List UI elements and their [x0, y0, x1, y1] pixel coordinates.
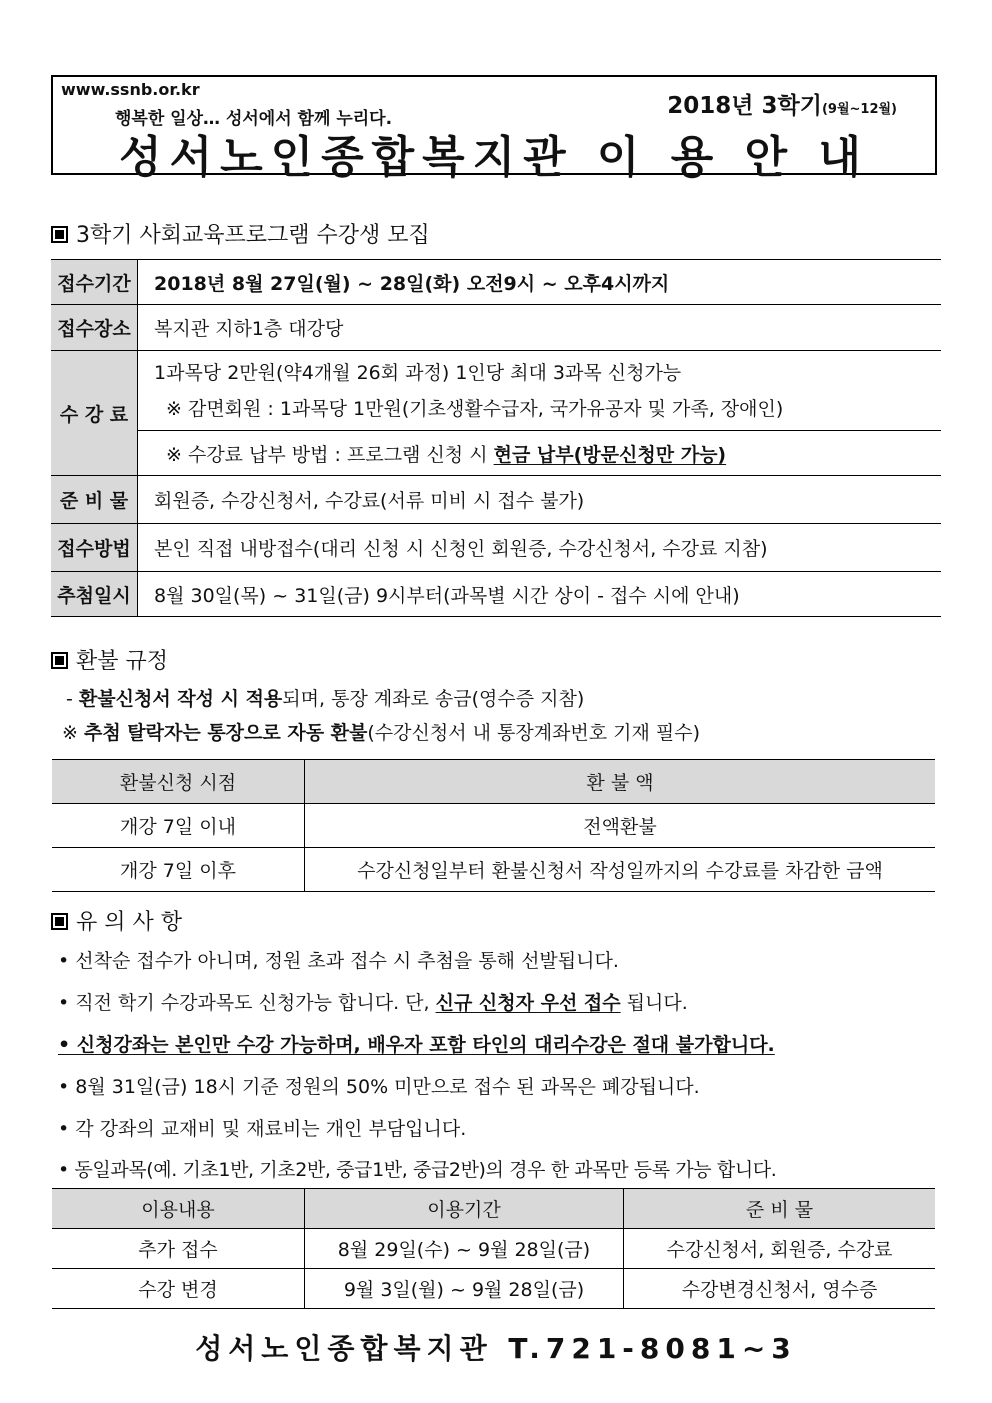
fee-cell: [138, 351, 942, 431]
note-item: • 각 강좌의 교재비 및 재료비는 개인 부담입니다.: [58, 1118, 467, 1140]
table-row: [51, 431, 941, 476]
table-row: [51, 572, 941, 617]
row-value: 2018년 8월 27일(월) ~ 28일(화) 오전9시 ~ 오후4시까지: [138, 260, 942, 305]
notes-heading-text: 유 의 사 항: [76, 910, 182, 935]
column-header: 환 불 액: [305, 760, 936, 804]
note-item: [58, 988, 688, 1015]
table-row: [51, 476, 941, 524]
term-year: 2018년 3학기: [667, 93, 822, 119]
schedule-what: 수강 변경: [52, 1269, 305, 1309]
table-row: [51, 524, 941, 572]
row-label: 접수방법: [51, 524, 138, 572]
note-item: • 선착순 접수가 아니며, 정원 초과 접수 시 추첨을 통해 선발됩니다.: [58, 950, 619, 972]
refund-table: [52, 759, 935, 892]
schedule-items: 수강신청서, 회원증, 수강료: [624, 1229, 936, 1269]
square-bullet-icon: [51, 226, 68, 243]
row-label: 접수장소: [51, 305, 138, 351]
refund-rule-1-bold: 환불신청서 작성 시 적용: [78, 688, 283, 710]
row-label: 준 비 물: [51, 476, 138, 524]
schedule-table: [52, 1188, 935, 1309]
column-header: 환불신청 시점: [52, 760, 305, 804]
website-url[interactable]: www.ssnb.or.kr: [61, 80, 200, 99]
column-header: 준 비 물: [624, 1189, 936, 1229]
column-header: 이용내용: [52, 1189, 305, 1229]
schedule-items: 수강변경신청서, 영수증: [624, 1269, 936, 1309]
refund-amount: 전액환불: [305, 804, 936, 848]
table-row: [52, 804, 935, 848]
term-months: (9월~12월): [821, 102, 897, 117]
refund-rule-2-rest: (수강신청서 내 통장계좌번호 기재 필수): [367, 722, 701, 744]
fee-line-3-emphasis: 현금 납부(방문신청만 가능): [493, 443, 727, 466]
table-row: [52, 1269, 935, 1309]
term-label: [667, 87, 897, 120]
table-header-row: [52, 760, 935, 804]
table-header-row: [52, 1189, 935, 1229]
row-value: 회원증, 수강신청서, 수강료(서류 미비 시 접수 불가): [138, 476, 942, 524]
column-header: 이용기간: [305, 1189, 624, 1229]
recruit-table: [51, 259, 941, 617]
recruit-heading: [51, 218, 430, 249]
note-item-text: 됩니다.: [620, 992, 688, 1014]
row-value: 복지관 지하1층 대강당: [138, 305, 942, 351]
notes-heading: [51, 905, 182, 936]
row-label: 수 강 료: [51, 351, 138, 476]
fee-line-2: ※ 감면회원 : 1과목당 1만원(기초생활수급자, 국가유공자 및 가족, 장애인): [166, 397, 784, 420]
footer-contact: 성서노인종합복지관 T.721-8081~3: [195, 1332, 797, 1365]
row-value: 8월 30일(목) ~ 31일(금) 9시부터(과목별 시간 상이 - 접수 시에 안내): [138, 572, 942, 617]
note-item: • 8월 31일(금) 18시 기준 정원의 50% 미만으로 접수 된 과목은 폐강됩니다.: [58, 1076, 700, 1098]
refund-rule-1-prefix: -: [66, 688, 79, 710]
page-title: 성서노인종합복지관 이 용 안 내: [119, 132, 869, 183]
fee-line-1: 1과목당 2만원(약4개월 26회 과정) 1인당 최대 3과목 신청가능: [154, 361, 682, 384]
refund-heading-text: 환불 규정: [76, 649, 169, 674]
table-row: [51, 260, 941, 305]
header-box: [51, 75, 937, 183]
note-item-emphasis: 신규 신청자 우선 접수: [435, 992, 621, 1014]
row-label: 추첨일시: [51, 572, 138, 617]
schedule-period: 8월 29일(수) ~ 9월 28일(금): [305, 1229, 624, 1269]
table-row: [51, 351, 941, 431]
refund-heading: [51, 644, 168, 675]
row-value: 본인 직접 내방접수(대리 신청 시 신청인 회원증, 수강신청서, 수강료 지참): [138, 524, 942, 572]
refund-amount: 수강신청일부터 환불신청서 작성일까지의 수강료를 차감한 금액: [305, 848, 936, 892]
table-row: [51, 305, 941, 351]
table-row: [52, 848, 935, 892]
note-item-important: • 신청강좌는 본인만 수강 가능하며, 배우자 포함 타인의 대리수강은 절대 불가합니다.: [58, 1034, 775, 1056]
fee-payment-cell: [138, 431, 942, 476]
fee-line-3: ※ 수강료 납부 방법 : 프로그램 신청 시: [166, 443, 494, 466]
refund-rule-2-bold: 추첨 탈락자는 통장으로 자동 환불: [83, 722, 368, 744]
refund-rule-1: [66, 684, 584, 711]
note-item-text: • 직전 학기 수강과목도 신청가능 합니다. 단,: [58, 992, 436, 1014]
table-row: [52, 1229, 935, 1269]
schedule-period: 9월 3일(월) ~ 9월 28일(금): [305, 1269, 624, 1309]
row-label: 접수기간: [51, 260, 138, 305]
schedule-what: 추가 접수: [52, 1229, 305, 1269]
square-bullet-icon: [51, 652, 68, 669]
refund-rule-2: [62, 718, 700, 745]
refund-when: 개강 7일 이후: [52, 848, 305, 892]
slogan: 행복한 일상… 성서에서 함께 누리다.: [115, 109, 393, 129]
recruit-heading-text: 3학기 사회교육프로그램 수강생 모집: [76, 223, 430, 248]
square-bullet-icon: [51, 913, 68, 930]
note-item: • 동일과목(예. 기초1반, 기초2반, 중급1반, 중급2반)의 경우 한 과목만 등록 가능 합니다.: [58, 1159, 777, 1181]
refund-rule-1-rest: 되며, 통장 계좌로 송금(영수증 지참): [282, 688, 585, 710]
refund-rule-2-prefix: ※: [62, 722, 84, 744]
refund-when: 개강 7일 이내: [52, 804, 305, 848]
